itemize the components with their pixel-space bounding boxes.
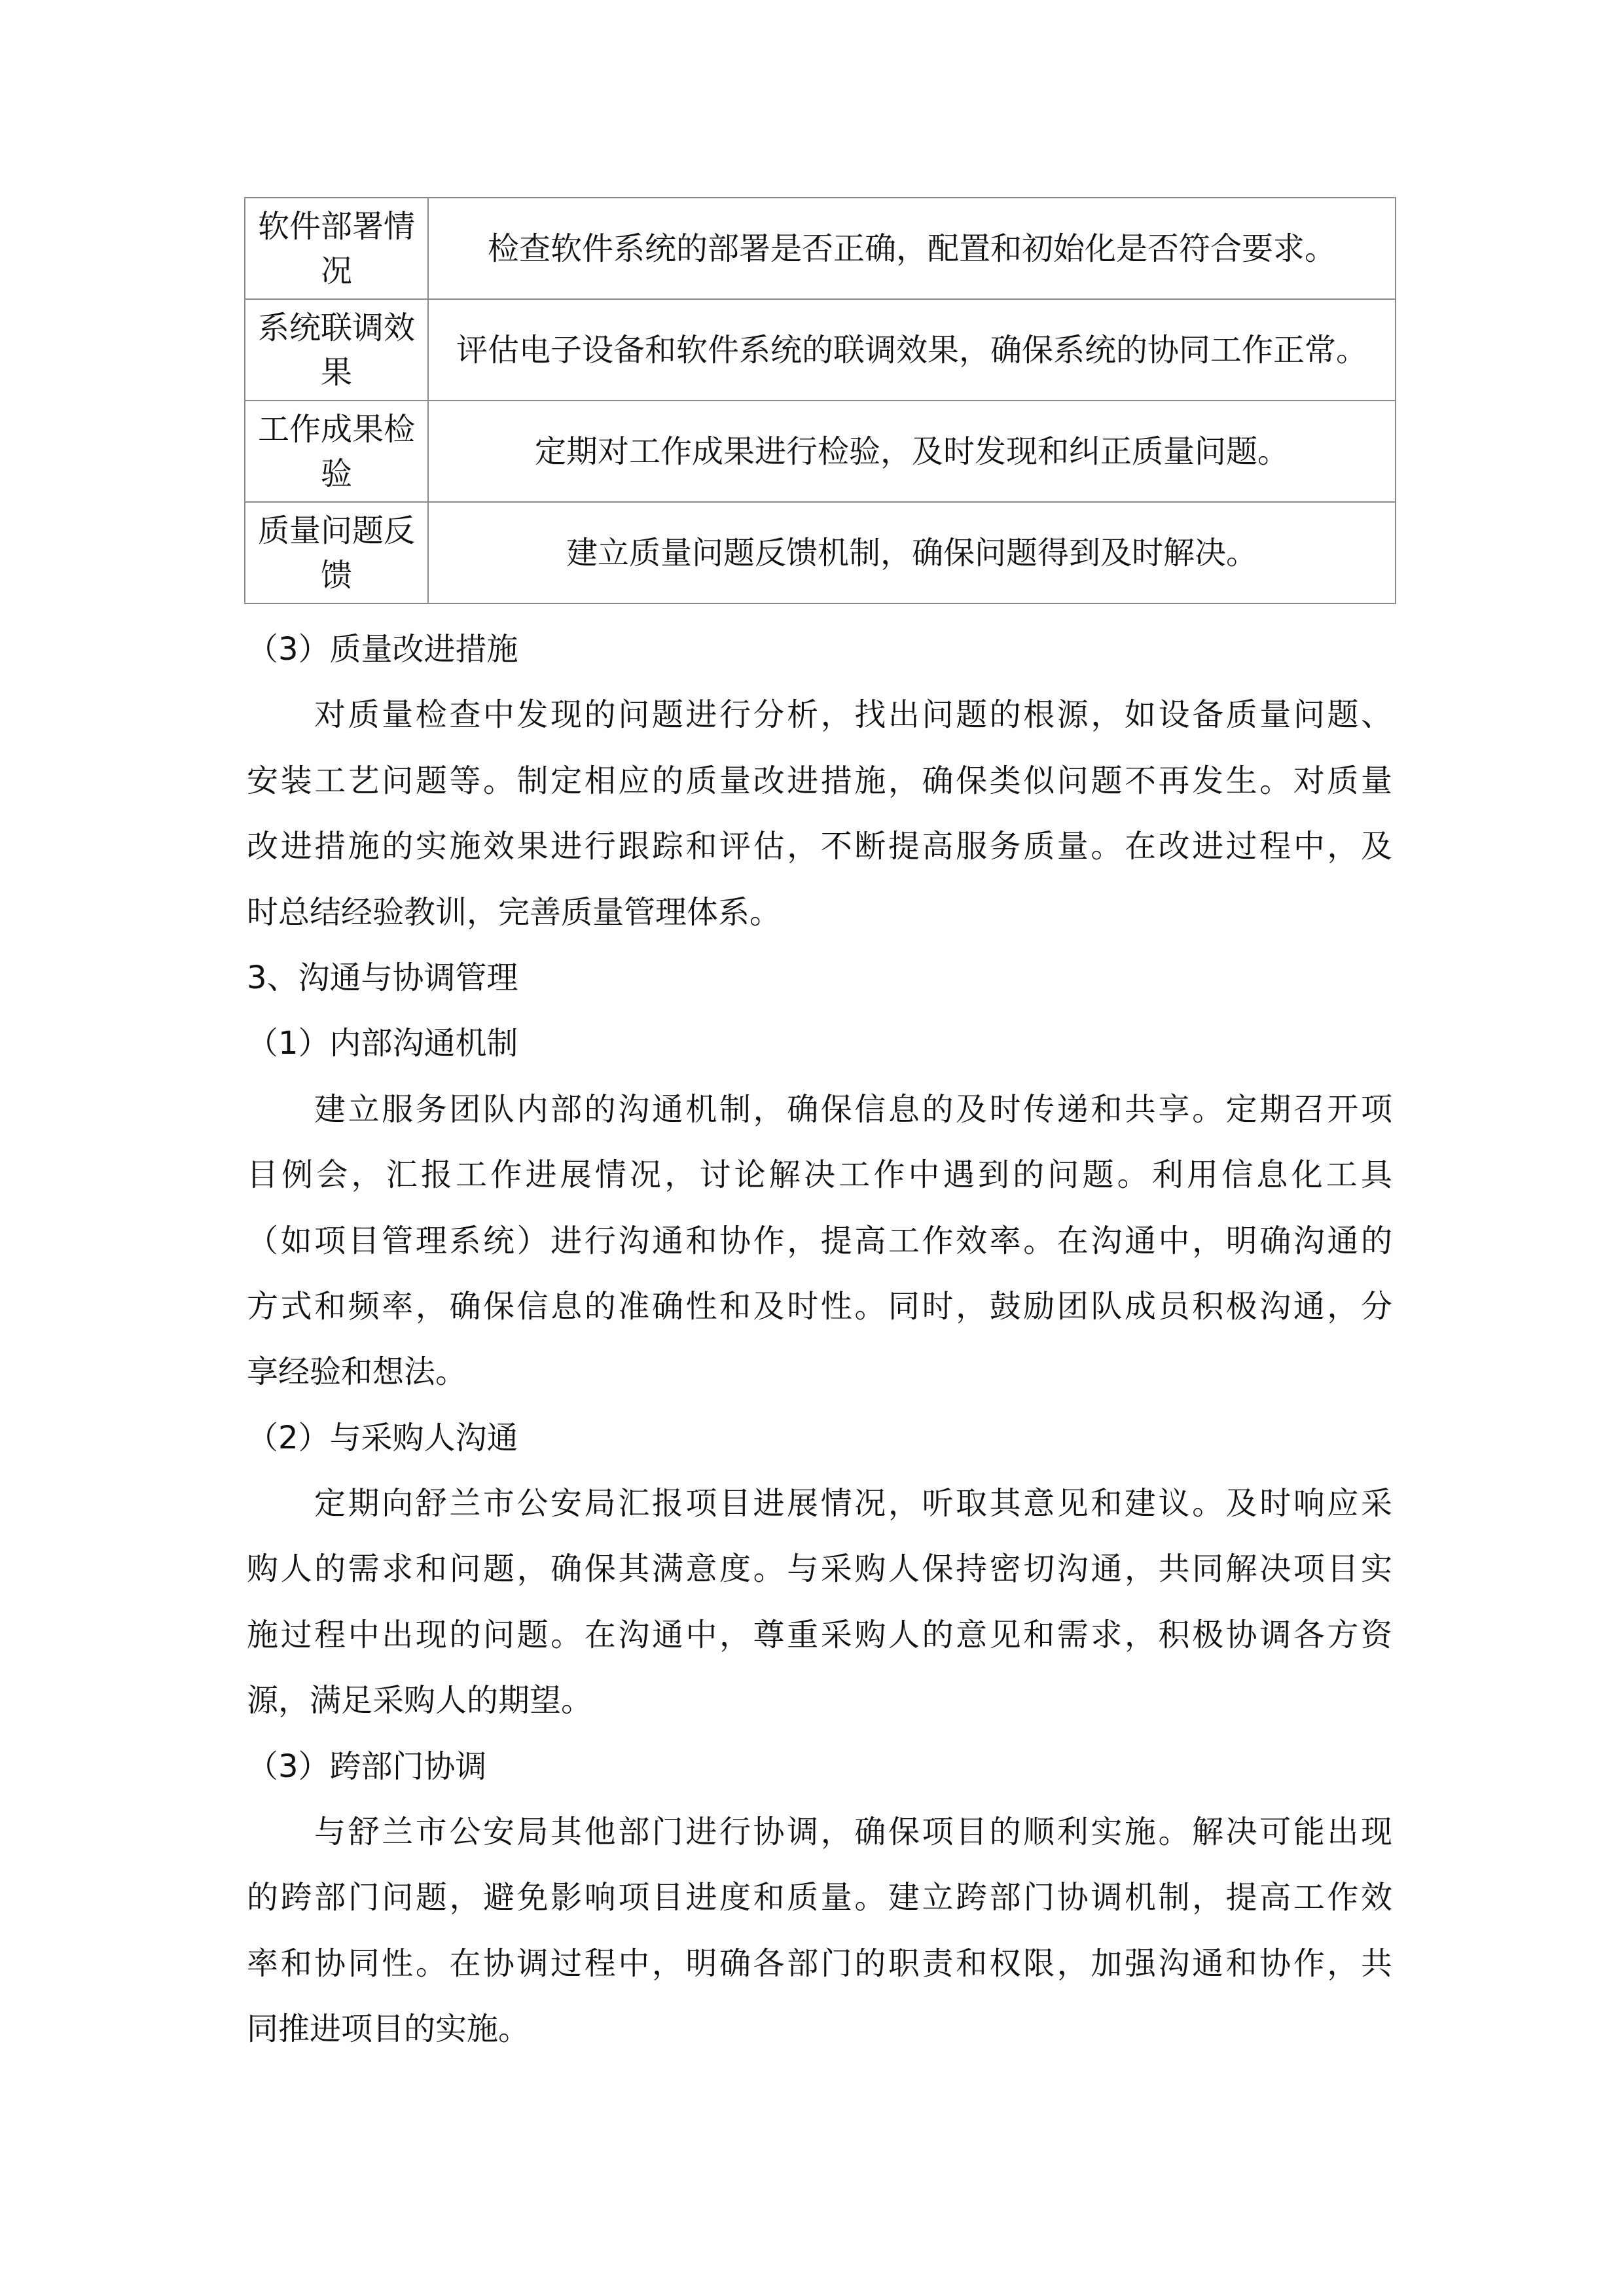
paragraph-line: 改进措施的实施效果进行跟踪和评估，不断提高服务质量。在改进过程中，及 xyxy=(247,828,1392,865)
paragraph-line: 的跨部门问题，避免影响项目进度和质量。建立跨部门协调机制，提高工作效 xyxy=(247,1879,1392,1916)
paragraph-line: 同推进项目的实施。 xyxy=(247,2011,530,2048)
paragraph-line: （如项目管理系统）进行沟通和协作，提高工作效率。在沟通中，明确沟通的 xyxy=(247,1222,1392,1259)
check-description: 定期对工作成果进行检验，及时发现和纠正质量问题。 xyxy=(428,401,1396,502)
paragraph-line: 建立服务团队内部的沟通机制，确保信息的及时传递和共享。定期召开项 xyxy=(314,1090,1392,1128)
paragraph-line: 施过程中出现的问题。在沟通中，尊重采购人的意见和需求，积极协调各方资 xyxy=(247,1616,1392,1653)
table-row xyxy=(245,401,1396,502)
check-item: 工作成果检验 xyxy=(245,401,428,502)
paragraph-line: 目例会，汇报工作进展情况，讨论解决工作中遇到的问题。利用信息化工具 xyxy=(247,1157,1392,1194)
table-row xyxy=(245,198,1396,299)
check-description: 评估电子设备和软件系统的联调效果，确保系统的协同工作正常。 xyxy=(428,299,1396,401)
check-item: 质量问题反馈 xyxy=(245,502,428,603)
paragraph-line: 对质量检查中发现的问题进行分析，找出问题的根源，如设备质量问题、 xyxy=(314,696,1392,734)
paragraph-line: 时总结经验教训，完善质量管理体系。 xyxy=(247,893,782,931)
section-heading: 3、沟通与协调管理 xyxy=(247,959,518,996)
paragraph-line: 购人的需求和问题，确保其满意度。与采购人保持密切沟通，共同解决项目实 xyxy=(247,1551,1392,1588)
paragraph-line: 与舒兰市公安局其他部门进行协调，确保项目的顺利实施。解决可能出现 xyxy=(314,1814,1392,1851)
paragraph-line: 享经验和想法。 xyxy=(247,1354,467,1391)
check-item: 软件部署情况 xyxy=(245,198,428,299)
table-row xyxy=(245,299,1396,401)
table-row xyxy=(245,502,1396,603)
section-heading: （3）跨部门协调 xyxy=(247,1748,487,1785)
section-heading: （2）与采购人沟通 xyxy=(247,1419,518,1456)
section-heading: （1）内部沟通机制 xyxy=(247,1025,518,1062)
document-body xyxy=(247,617,1392,2062)
quality-check-table xyxy=(244,197,1396,604)
check-description: 检查软件系统的部署是否正确，配置和初始化是否符合要求。 xyxy=(428,198,1396,299)
check-item: 系统联调效果 xyxy=(245,299,428,401)
section-heading: （3）质量改进措施 xyxy=(247,631,518,668)
paragraph-line: 方式和频率，确保信息的准确性和及时性。同时，鼓励团队成员积极沟通，分 xyxy=(247,1287,1392,1325)
paragraph-line: 定期向舒兰市公安局汇报项目进展情况，听取其意见和建议。及时响应采 xyxy=(314,1485,1392,1522)
paragraph-line: 安装工艺问题等。制定相应的质量改进措施，确保类似问题不再发生。对质量 xyxy=(247,762,1392,799)
paragraph-line: 源，满足采购人的期望。 xyxy=(247,1682,593,1719)
paragraph-line: 率和协同性。在协调过程中，明确各部门的职责和权限，加强沟通和协作，共 xyxy=(247,1945,1392,1982)
check-description: 建立质量问题反馈机制，确保问题得到及时解决。 xyxy=(428,502,1396,603)
